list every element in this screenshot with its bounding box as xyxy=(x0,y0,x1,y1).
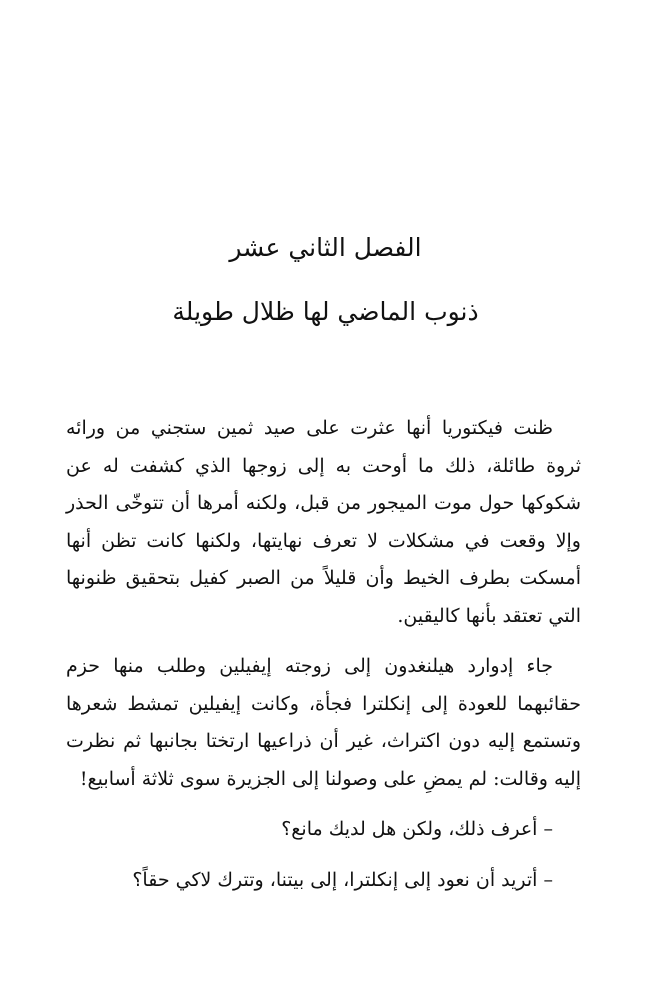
chapter-body xyxy=(66,410,581,899)
paragraph: ظنت فيكتوريا أنها عثرت على صيد ثمين ستجني من ورائه ثروة طائلة، ذلك ما أوحت به إلى زوجها الذي كشفت له عن شكوكها حول موت الميجور من قبل، ولكنه أمرها أن تتوخّى الحذر وإلا وقعت في مشكلات لا تعرف نهايتها، ولكنها كانت تظن أنها أمسكت بطرف الخيط وأن قليلاً من الصبر كفيل بتحقيق ظنونها التي تعتقد بأنها كاليقين. xyxy=(66,417,581,627)
dialogue-line: – أتريد أن نعود إلى إنكلترا، إلى بيتنا، وتترك لاكي حقاً؟ xyxy=(132,868,553,891)
chapter-title: الفصل الثاني عشر xyxy=(229,233,422,262)
paragraph: جاء إدوارد هيلنغدون إلى زوجته إيفيلين وطلب منها حزم حقائبهما للعودة إلى إنكلترا فجأة، وكانت إيفيلين تمشط شعرها وتستمع إليه دون اكتراث، غير أن ذراعيها ارتختا بجانبها ثم نظرت إليه وقالت: لم يمضِ على وصولنا إلى الجزيرة سوى ثلاثة أسابيع! xyxy=(66,655,581,790)
dialogue-line: – أعرف ذلك، ولكن هل لديك مانع؟ xyxy=(281,818,553,840)
chapter-subtitle: ذنوب الماضي لها ظلال طويلة xyxy=(172,297,479,326)
